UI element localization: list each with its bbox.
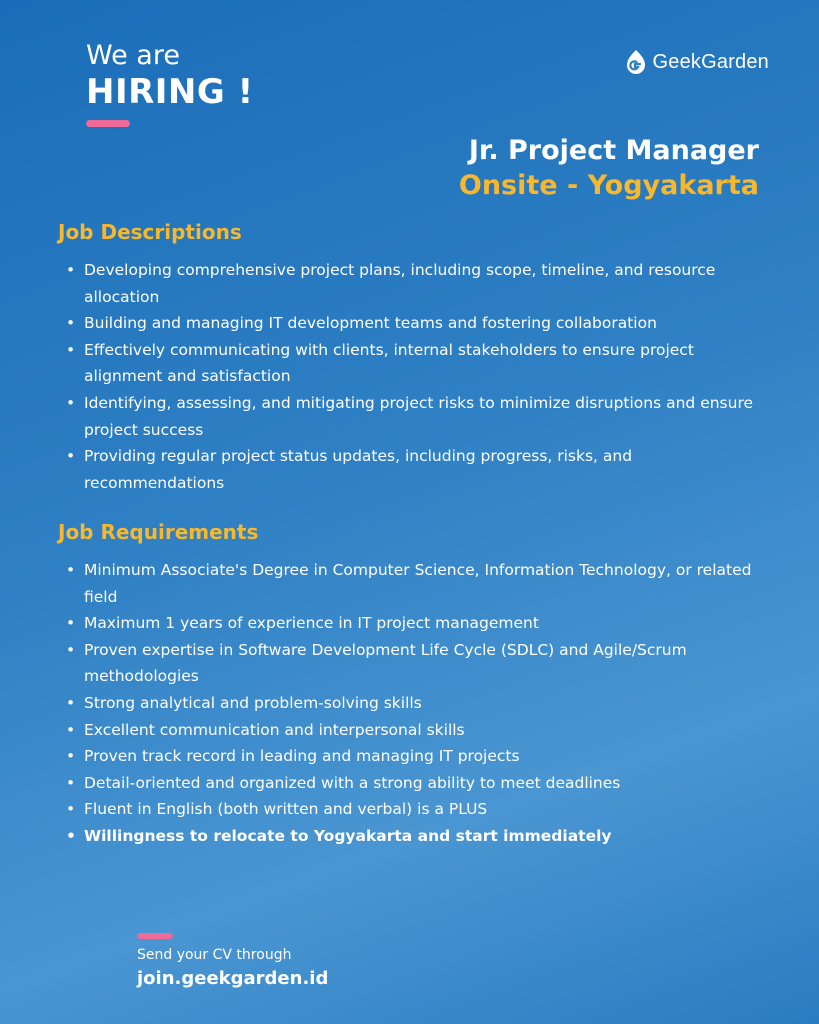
list-item: • Building and managing IT development teams and fostering collaboration — [66, 310, 766, 337]
list-item: • Providing regular project status updates, including progress, risks, and recommendations — [66, 443, 766, 496]
job-title-block — [459, 133, 759, 203]
list-item: • Strong analytical and problem-solving skills — [66, 690, 766, 717]
geekgarden-logo — [623, 48, 769, 76]
job-descriptions-heading: Job Descriptions — [58, 220, 242, 244]
list-item: • Developing comprehensive project plans, including scope, timeline, and resource allocation — [66, 257, 766, 310]
list-item: • Proven expertise in Software Development Life Cycle (SDLC) and Agile/Scrum methodologies — [66, 637, 766, 690]
list-item: • Detail-oriented and organized with a strong ability to meet deadlines — [66, 770, 766, 797]
list-item: • Minimum Associate's Degree in Computer Science, Information Technology, or related field — [66, 557, 766, 610]
list-item: • Maximum 1 years of experience in IT project management — [66, 610, 766, 637]
geekgarden-logo-icon — [623, 48, 649, 76]
job-requirements-list — [66, 557, 766, 850]
pink-accent-bar — [137, 933, 173, 939]
job-descriptions-list — [66, 257, 766, 496]
cv-footer — [137, 933, 328, 993]
list-item: • Excellent communication and interpersonal skills — [66, 717, 766, 744]
job-title: Jr. Project Manager — [468, 135, 759, 166]
list-item: • Effectively communicating with clients, internal stakeholders to ensure project alignment and satisfaction — [66, 337, 766, 390]
pink-accent-bar — [86, 120, 130, 127]
hiring-headline — [86, 40, 254, 127]
hiring-text: HIRING ! — [86, 72, 254, 112]
job-requirements-heading: Job Requirements — [58, 520, 259, 544]
list-item: • Willingness to relocate to Yogyakarta and start immediately — [66, 823, 766, 850]
job-location: Onsite - Yogyakarta — [458, 170, 759, 201]
list-item: • Identifying, assessing, and mitigating project risks to minimize disruptions and ensure project success — [66, 390, 766, 443]
we-are-text: We are — [86, 40, 180, 71]
apply-link[interactable]: join.geekgarden.id — [137, 968, 329, 989]
logo-text: GeekGarden — [652, 50, 769, 73]
list-item: • Proven track record in leading and managing IT projects — [66, 743, 766, 770]
footer-label: Send your CV through — [137, 947, 292, 963]
list-item: • Fluent in English (both written and verbal) is a PLUS — [66, 796, 766, 823]
